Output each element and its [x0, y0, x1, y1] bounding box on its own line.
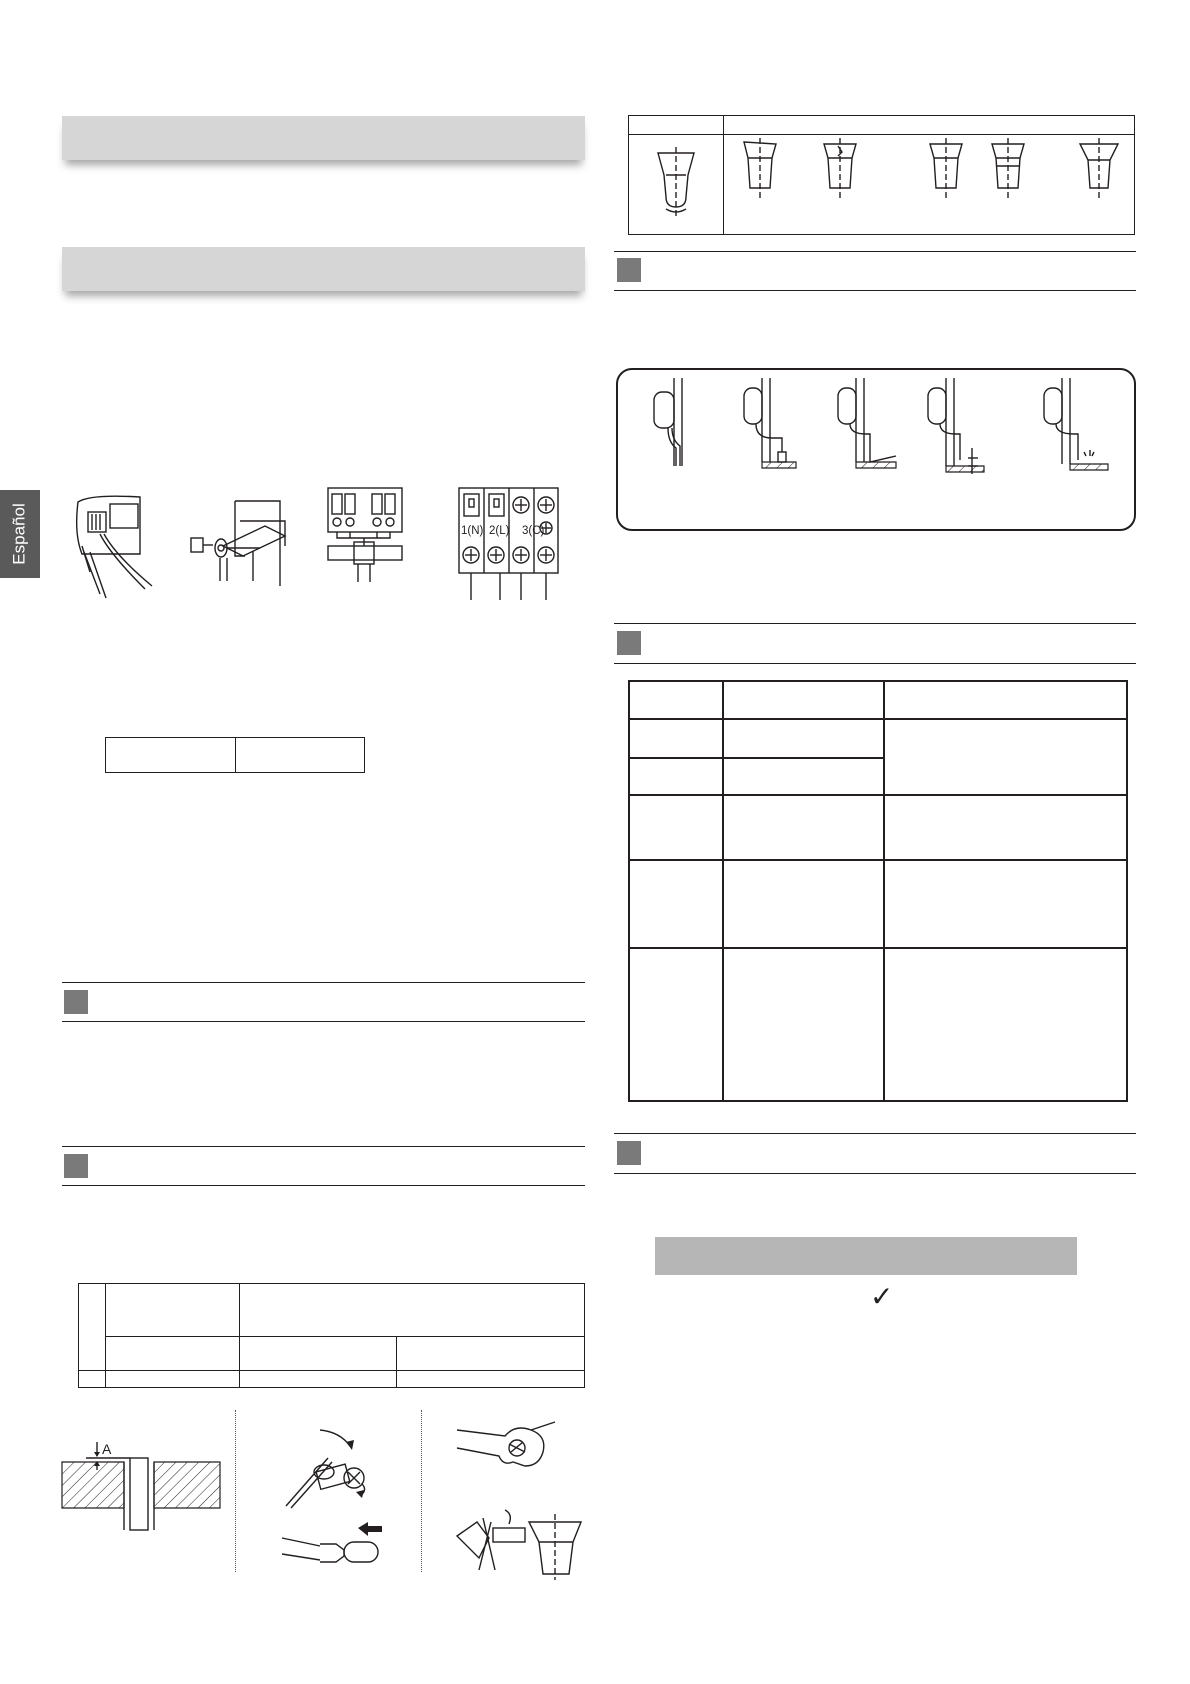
terminal-label-3c: 3(C) [522, 525, 545, 537]
section-6-bottom-rule [614, 663, 1136, 664]
spec-table-row-1 [628, 718, 1128, 720]
drain-wavy-illustration [928, 378, 988, 476]
flare-gauge-illustration [62, 1440, 224, 1530]
flare-check-frame [628, 115, 1135, 235]
section-banner-2 [62, 247, 585, 291]
flare-shape-inclined-icon [740, 138, 780, 202]
flare-table-row-2 [78, 1370, 585, 1371]
flare-table-row-1 [105, 1336, 585, 1337]
wire-spec-table-divider [235, 737, 236, 773]
terminal-bar-illustration [326, 486, 406, 586]
checkmark-icon: ✓ [870, 1280, 894, 1313]
flare-table-col-3 [396, 1336, 397, 1388]
section-6-marker [617, 631, 641, 655]
spec-table-col-2 [883, 680, 885, 1102]
section-5-bottom-rule [614, 290, 1136, 291]
gray-header-bar [655, 1237, 1077, 1275]
terminal-label-1n: 1(N) [461, 525, 484, 537]
screw-terminal-illustration [185, 496, 295, 596]
drain-correct-illustration [652, 378, 702, 468]
indoor-unit-wiring-illustration [70, 494, 155, 602]
section-banner-1 [62, 116, 585, 160]
section-5-top-rule [614, 251, 1136, 252]
flare-shape-uneven-icon [988, 138, 1028, 202]
drain-gap-illustration [1040, 378, 1110, 476]
section-3-marker [64, 990, 88, 1014]
language-tab-label: Español [10, 503, 29, 565]
section-7-bottom-rule [614, 1173, 1136, 1174]
flare-shape-correct-icon [656, 145, 696, 219]
section-4-bottom-rule [62, 1185, 585, 1186]
spec-table-frame [628, 680, 1128, 1102]
spec-table-row-3 [628, 794, 1128, 796]
drain-submerged-illustration [838, 378, 898, 470]
pipe-cutter-illustration [282, 1428, 392, 1576]
flare-shape-damaged-icon [820, 138, 860, 202]
spec-table-col-1 [722, 680, 724, 1102]
flare-check-header-rule [628, 134, 1135, 135]
section-4-marker [64, 1154, 88, 1178]
figure-divider-2 [421, 1410, 422, 1572]
spec-table-row-5 [628, 947, 1128, 949]
flare-gauge-label: A [102, 1441, 112, 1457]
section-3-top-rule [62, 982, 585, 983]
section-5-marker [617, 258, 641, 282]
section-4-top-rule [62, 1146, 585, 1147]
spec-table-row-4 [628, 859, 1128, 861]
flaring-tool-illustration [455, 1418, 590, 1580]
terminal-block-illustration [457, 486, 562, 602]
terminal-label-2l: 2(L) [489, 525, 510, 537]
language-tab [0, 490, 40, 578]
flare-check-divider [723, 115, 724, 235]
spec-table-row-2 [628, 757, 884, 759]
figure-divider-1 [235, 1410, 236, 1572]
section-3-bottom-rule [62, 1021, 585, 1022]
section-7-top-rule [614, 1133, 1136, 1134]
flare-shape-cracked-icon [926, 138, 966, 202]
drain-raised-illustration [742, 378, 798, 470]
section-6-top-rule [614, 623, 1136, 624]
section-7-marker [617, 1141, 641, 1165]
flare-shape-thin-icon [1078, 138, 1120, 202]
